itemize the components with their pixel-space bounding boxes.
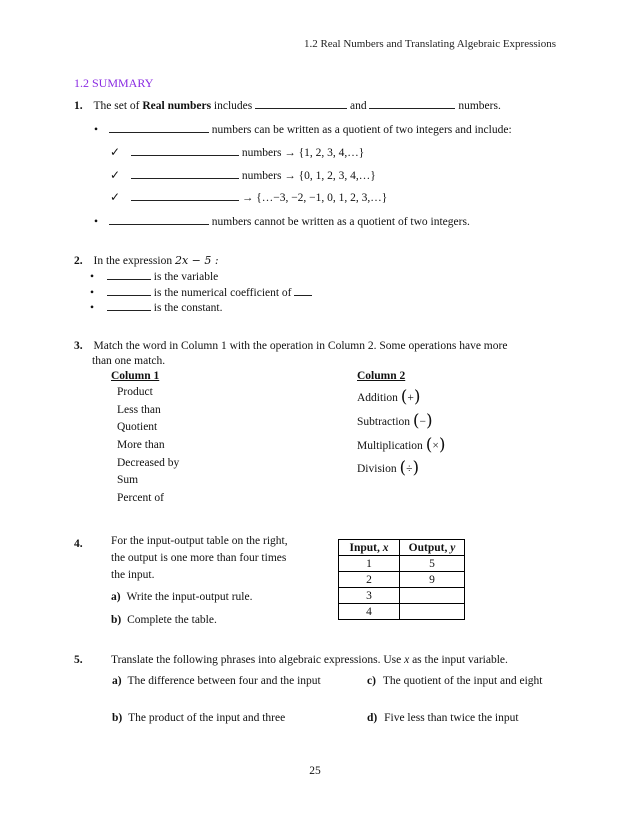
col2-word: Addition xyxy=(357,392,398,404)
q1-bullet-2 xyxy=(94,214,470,228)
q2-b1-blank[interactable] xyxy=(107,269,151,280)
q2-b1-text: is the variable xyxy=(153,271,219,283)
column-1-heading: Column 1 xyxy=(111,370,160,382)
col2-item-multiplication xyxy=(357,435,445,455)
cell-output[interactable] xyxy=(400,604,465,620)
q1-blank-2[interactable] xyxy=(369,98,455,109)
q2-b2-blank-2[interactable] xyxy=(294,285,312,296)
paren-open: ( xyxy=(425,435,433,455)
q1-bullet2-blank[interactable] xyxy=(109,214,209,225)
running-header: 1.2 Real Numbers and Translating Algebraic Expressions xyxy=(303,38,556,50)
q2-b2-blank[interactable] xyxy=(107,285,151,296)
question-1 xyxy=(74,98,501,112)
table-row xyxy=(339,588,465,604)
paren-close: ) xyxy=(426,411,433,431)
check-icon: ✓ xyxy=(110,168,121,182)
cell-output[interactable]: 9 xyxy=(400,572,465,588)
q1-blank-1[interactable] xyxy=(255,98,347,109)
q4-part-a xyxy=(111,591,252,603)
q4-a-label: a) xyxy=(111,591,121,603)
bullet-icon: • xyxy=(94,124,99,136)
paren-open: ( xyxy=(412,411,420,431)
cell-input: 2 xyxy=(339,572,400,588)
q4-line3: the input. xyxy=(111,569,155,581)
q1-sub-1 xyxy=(110,145,364,160)
q4-line2: the output is one more than four times xyxy=(111,552,287,564)
q5-b-text: The product of the input and three xyxy=(128,712,286,724)
col1-item: Product xyxy=(117,386,153,398)
cell-output[interactable] xyxy=(400,588,465,604)
q3-number: 3. xyxy=(74,340,83,352)
q1-sub2-blank[interactable] xyxy=(131,168,239,179)
q1-sub2-text: numbers → {0, 1, 2, 3, 4,…} xyxy=(241,170,376,182)
header-output-label: Output, xyxy=(408,541,451,554)
table-row xyxy=(339,572,465,588)
paren-close: ) xyxy=(412,458,420,478)
q5-c-text: The quotient of the input and eight xyxy=(382,675,543,687)
col2-item-addition xyxy=(357,387,421,407)
col2-word: Division xyxy=(357,463,397,475)
section-title: 1.2 SUMMARY xyxy=(74,76,154,90)
cell-input: 1 xyxy=(339,556,400,572)
q1-bold: Real numbers xyxy=(142,100,212,112)
q1-sub1-blank[interactable] xyxy=(131,145,239,156)
check-icon: ✓ xyxy=(110,145,121,159)
col2-item-subtraction xyxy=(357,411,433,431)
header-input-var: x xyxy=(382,541,389,554)
q1-and: and xyxy=(350,100,367,112)
col1-item: More than xyxy=(117,439,165,451)
q2-bullet-2 xyxy=(90,285,312,299)
q5-intro-a: Translate the following phrases into algebraic expressions. Use xyxy=(111,654,405,666)
question-2 xyxy=(74,254,219,267)
q4-line1: For the input-output table on the right, xyxy=(111,535,288,547)
col1-item: Percent of xyxy=(117,492,164,504)
q5-part-c xyxy=(367,675,543,687)
col1-item: Less than xyxy=(117,404,161,416)
col2-word: Subtraction xyxy=(357,416,411,428)
operation-symbol: + xyxy=(407,392,414,404)
header-output-var: y xyxy=(450,541,456,554)
cell-input: 4 xyxy=(339,604,400,620)
cell-output[interactable]: 5 xyxy=(400,556,465,572)
column-2-heading: Column 2 xyxy=(357,370,406,382)
q1-text-b: includes xyxy=(211,100,253,112)
bullet-icon: • xyxy=(90,302,95,314)
q2-bullet-1 xyxy=(90,269,218,283)
bullet-icon: • xyxy=(94,216,99,228)
paren-open: ( xyxy=(399,458,407,478)
bullet-icon: • xyxy=(90,271,95,283)
q4-number: 4. xyxy=(74,538,83,550)
q2-b2-text: is the numerical coefficient of xyxy=(153,287,292,299)
paren-open: ( xyxy=(400,387,408,407)
col1-item: Sum xyxy=(117,474,139,486)
q1-sub-3 xyxy=(110,190,387,205)
paren-close: ) xyxy=(438,435,446,455)
q5-part-a xyxy=(112,675,321,687)
q4-part-b xyxy=(111,614,217,626)
q5-a-label: a) xyxy=(112,675,122,687)
q5-part-b xyxy=(112,712,285,724)
q3-line1: Match the word in Column 1 with the operation in Column 2. Some operations have more xyxy=(93,340,508,352)
cell-input: 3 xyxy=(339,588,400,604)
q1-bullet2-text: numbers cannot be written as a quotient of two integers. xyxy=(211,216,470,228)
check-icon: ✓ xyxy=(110,190,121,204)
q1-text-a: The set of xyxy=(93,100,143,112)
q5-c-label: c) xyxy=(367,675,376,687)
table-row xyxy=(339,604,465,620)
header-input xyxy=(339,540,400,556)
q4-b-text: Complete the table. xyxy=(127,614,217,626)
q2-intro: In the expression xyxy=(93,255,173,267)
table-header-row xyxy=(339,540,465,556)
q5-b-label: b) xyxy=(112,712,123,724)
question-3 xyxy=(74,340,507,352)
operation-symbol: − xyxy=(419,416,427,428)
q5-intro xyxy=(111,654,508,666)
col1-item: Quotient xyxy=(117,421,158,433)
q1-sub3-text: → {…−3, −2, −1, 0, 1, 2, 3,…} xyxy=(241,192,388,204)
q2-bullet-3 xyxy=(90,300,222,314)
header-output xyxy=(400,540,465,556)
q1-bullet-1 xyxy=(94,122,512,136)
q3-line2: than one match. xyxy=(92,355,166,367)
q2-expression: 2x − 5 : xyxy=(174,254,219,267)
col2-word: Multiplication xyxy=(357,440,423,452)
q4-a-text: Write the input-output rule. xyxy=(126,591,253,603)
q1-bullet1-text: numbers can be written as a quotient of two integers and include: xyxy=(211,124,512,136)
q5-a-text: The difference between four and the input xyxy=(127,675,321,687)
operation-symbol: × xyxy=(432,440,439,452)
q4-b-label: b) xyxy=(111,614,122,626)
q5-d-text: Five less than twice the input xyxy=(384,712,519,724)
q5-part-d xyxy=(367,712,519,724)
header-input-label: Input, xyxy=(349,541,383,554)
table-row xyxy=(339,556,465,572)
q1-number: 1. xyxy=(74,100,83,112)
q2-b3-text: is the constant. xyxy=(153,302,223,314)
q5-intro-var: x xyxy=(404,654,410,666)
q2-b3-blank[interactable] xyxy=(107,300,151,311)
bullet-icon: • xyxy=(90,287,95,299)
q1-end: numbers. xyxy=(458,100,501,112)
col2-item-division xyxy=(357,458,419,478)
q1-sub-2 xyxy=(110,168,376,183)
q5-d-label: d) xyxy=(367,712,378,724)
input-output-table xyxy=(338,539,465,620)
q5-number: 5. xyxy=(74,654,83,666)
q1-bullet1-blank[interactable] xyxy=(109,122,209,133)
operation-symbol: ÷ xyxy=(406,463,413,475)
q2-number: 2. xyxy=(74,255,83,267)
q1-sub1-text: numbers → {1, 2, 3, 4,…} xyxy=(241,147,365,159)
q1-sub3-blank[interactable] xyxy=(131,190,239,201)
page-number: 25 xyxy=(309,765,321,777)
col1-item: Decreased by xyxy=(117,457,180,469)
paren-close: ) xyxy=(413,387,421,407)
q5-intro-b: as the input variable. xyxy=(409,654,508,666)
